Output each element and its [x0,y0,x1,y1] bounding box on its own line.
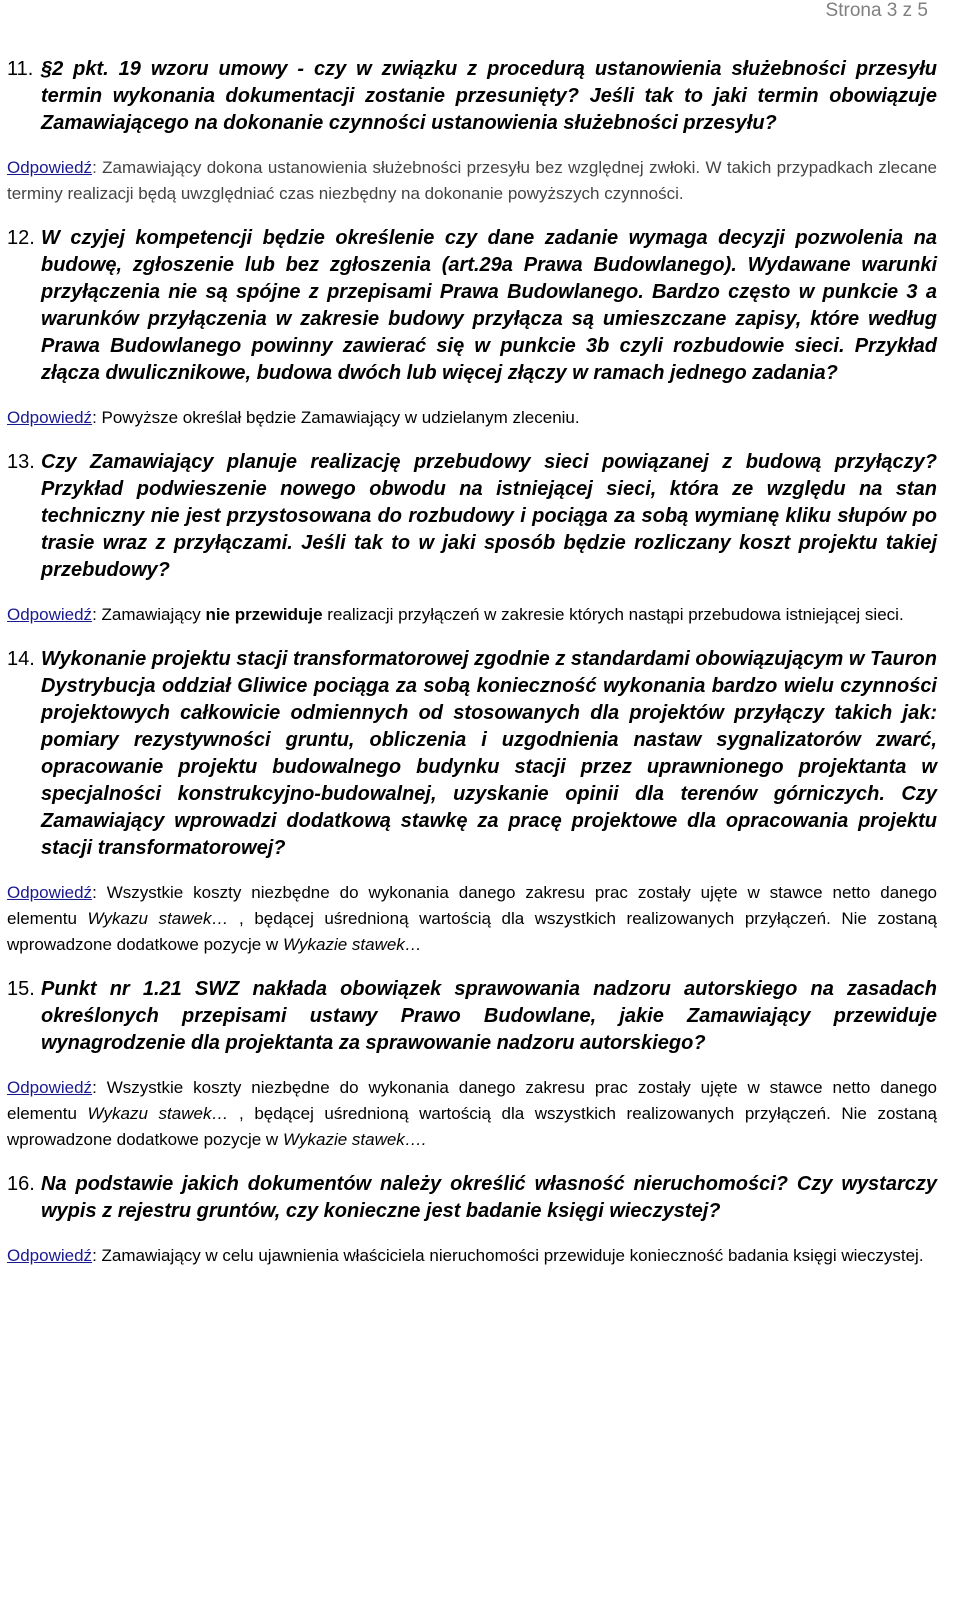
answer-text: : Zamawiający dokona ustanowienia służebności przesyłu bez względnej zwłoki. W takich przypadkach zlecane terminy realizacji będą uwzględniać czas niezbędny na dokonanie powyższych czynności. [7,158,937,203]
answer-12 [7,405,937,431]
answer-text: : Wszystkie koszty niezbędne do wykonania danego zakresu prac zostały ujęte w stawce netto danego elementu [7,1078,937,1123]
answer-label: Odpowiedź [7,883,93,902]
answer-11 [7,155,937,207]
answer-ref-end: Wykazie stawek…. [282,1130,427,1149]
question-number: 14. [7,648,35,670]
answer-text-mid: , będącej uśrednioną wartością dla wszystkich realizowanych przyłączeń. Nie zostaną wprowadzone dodatkowe pozycje w [7,1104,937,1149]
answer-15 [7,1075,937,1153]
question-14 [7,646,937,862]
question-12 [7,225,937,387]
question-number: 16. [7,1173,35,1195]
answer-13 [7,602,937,628]
answer-text-end: realizacji przyłączeń w zakresie których nastąpi przebudowa istniejącej sieci. [322,605,904,624]
answer-ref: Wykazu stawek… [87,1104,229,1123]
question-text: Na podstawie jakich dokumentów należy określić własność nieruchomości? Czy wystarczy wypis z rejestru gruntów, czy konieczne jest badanie księgi wieczystej? [41,1173,937,1222]
question-number: 11. [7,58,34,80]
question-text: §2 pkt. 19 wzoru umowy - czy w związku z procedurą ustanowienia służebności przesyłu termin wykonania dokumentacji zostanie przesunięty? Jeśli tak to jaki termin obowiązuje Zamawiającego na dokonanie czynności ustanowienia służebności przesyłu? [41,58,937,134]
answer-14 [7,880,937,958]
answer-label: Odpowiedź [7,1246,93,1265]
question-11 [7,56,937,137]
question-16 [7,1171,937,1225]
question-text: Wykonanie projektu stacji transformatorowej zgodnie z standardami obowiązującym w Tauron Dystrybucja oddział Gliwice pociąga za sobą konieczność wykonania bardzo wielu czynności projektowych całkowicie odmiennych od stosowanych dla projektów przyłączy takich jak: pomiary rezystywności gruntu, obliczenia i uzgodnienia nastaw sygnalizatorów zwarć, opracowanie projektu budowalnego budynku stacji przez uprawnionego projektanta w specjalności konstrukcyjno-budowalnej, uzyskanie opinii dla terenów górniczych. Czy Zamawiający wprowadzi dodatkową stawkę za pracę projektowe dla opracowania projektu stacji transformatorowej? [41,648,937,859]
answer-text: : Powyższe określał będzie Zamawiający w udzielanym zleceniu. [92,408,580,427]
question-text: Czy Zamawiający planuje realizację przebudowy sieci powiązanej z budową przyłączy? Przykład podwieszenie nowego obwodu na istniejącej sieci, która ze względu na stan techniczny nie jest przystosowana do rozbudowy i pociąga za sobą wymianę kliku słupów po trasie wraz z przyłączami. Jeśli tak to w jaki sposób będzie rozliczany koszt projektu takiej przebudowy? [41,451,937,581]
page-number: Strona 3 z 5 [825,0,928,21]
answer-ref-end: Wykazie stawek… [282,935,422,954]
answer-ref: Wykazu stawek… [87,909,229,928]
answer-text: : Zamawiający [92,605,206,624]
question-text: Punkt nr 1.21 SWZ nakłada obowiązek sprawowania nadzoru autorskiego na zasadach określonych przepisami ustawy Prawo Budowlane, jakie Zamawiający przewiduje wynagrodzenie dla projektanta za sprawowanie nadzoru autorskiego? [41,978,937,1054]
answer-emphasis: nie przewiduje [205,605,323,624]
question-13 [7,449,937,584]
answer-16 [7,1243,937,1269]
question-text: W czyjej kompetencji będzie określenie czy dane zadanie wymaga decyzji pozwolenia na budowę, zgłoszenie lub bez zgłoszenia (art.29a Prawa Budowlanego). Wydawane warunki przyłączenia nie są spójne z przepisami Prawa Budowlanego. Bardzo często w punkcie 3 a warunków przyłączenia w zakresie budowy przyłącza są umieszczane zapisy, które według Prawa Budowlanego powinny zawierać się w punkcie 3b czyli rozbudowie sieci. Przykład złącza dwulicznikowe, budowa dwóch lub więcej złączy w ramach jednego zadania? [41,227,937,384]
answer-label: Odpowiedź [7,605,93,624]
question-number: 12. [7,227,35,249]
question-15 [7,976,937,1057]
answer-text: : Wszystkie koszty niezbędne do wykonania danego zakresu prac zostały ujęte w stawce netto danego elementu [7,883,937,928]
answer-label: Odpowiedź [7,408,93,427]
question-number: 13. [7,451,35,473]
document-body [7,56,937,1269]
answer-text: : Zamawiający w celu ujawnienia właściciela nieruchomości przewiduje konieczność badania księgi wieczystej. [92,1246,924,1265]
question-number: 15. [7,978,35,1000]
answer-label: Odpowiedź [7,158,93,177]
answer-text-mid: , będącej uśrednioną wartością dla wszystkich realizowanych przyłączeń. Nie zostaną wprowadzone dodatkowe pozycje w [7,909,937,954]
answer-label: Odpowiedź [7,1078,93,1097]
